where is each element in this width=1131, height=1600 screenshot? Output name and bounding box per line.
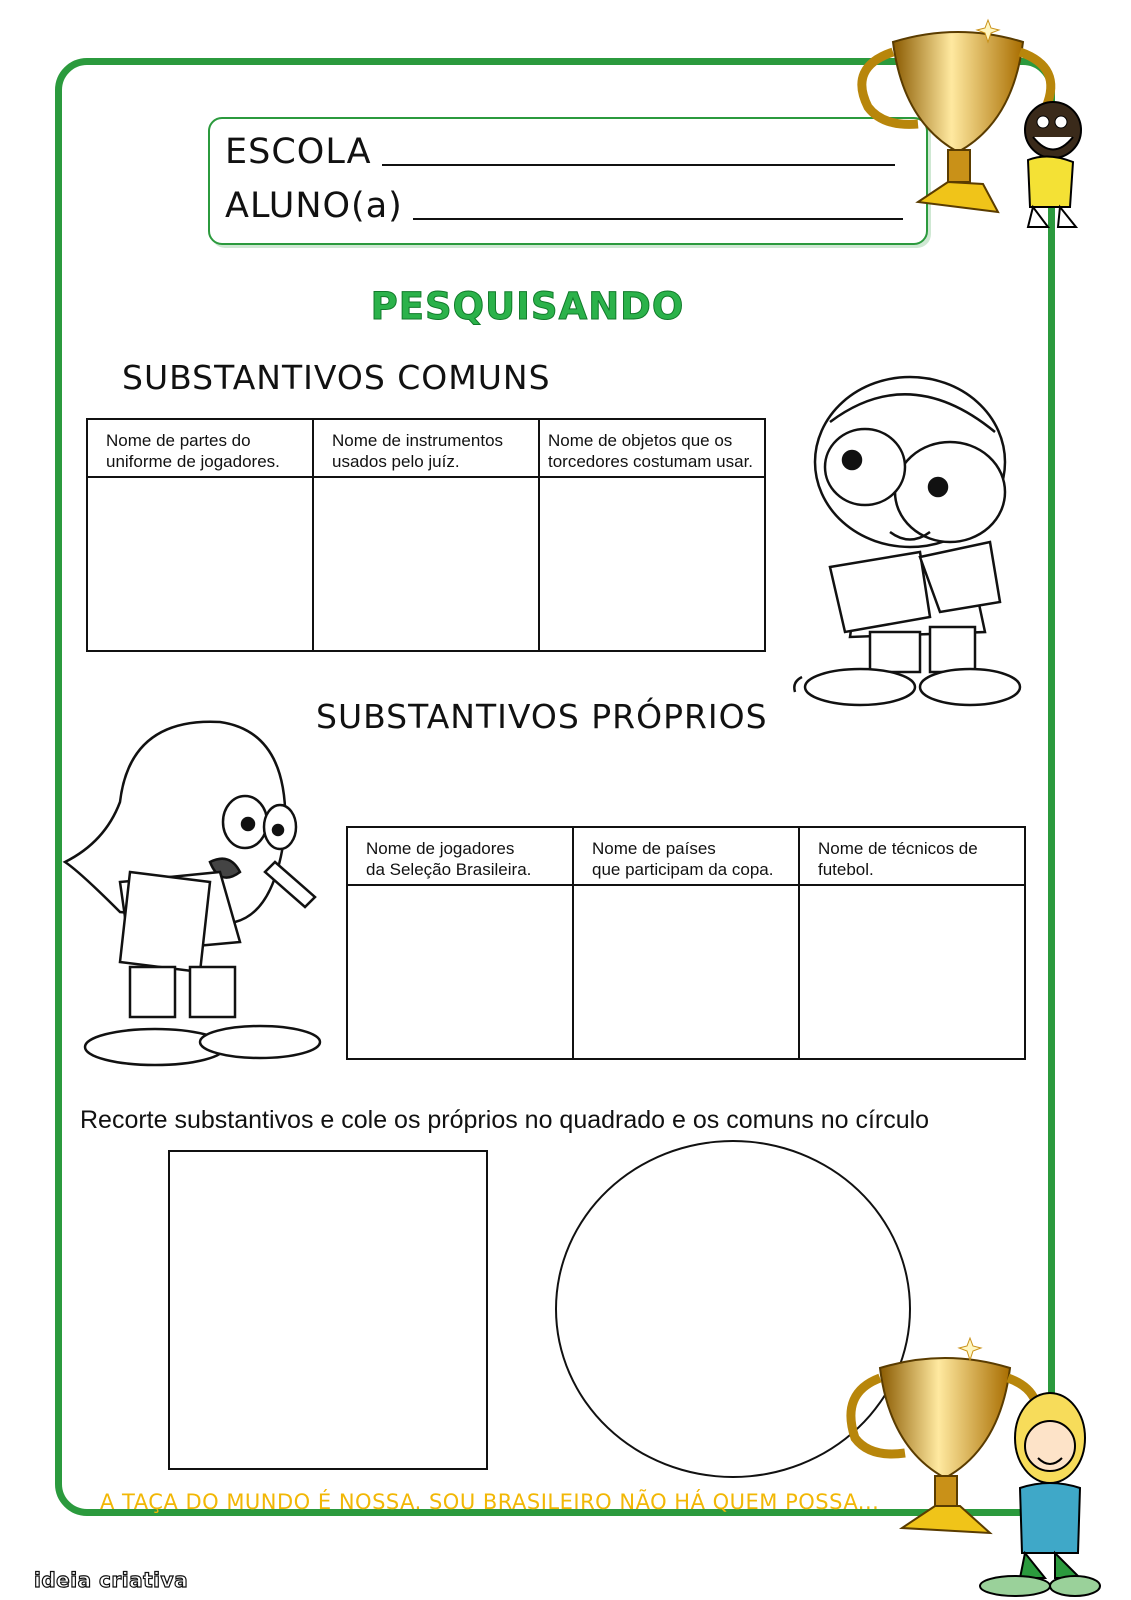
common-nouns-table bbox=[86, 418, 766, 652]
instruction-text: Recorte substantivos e cole os próprios no quadrado e os comuns no círculo bbox=[80, 1106, 930, 1134]
brand-logo: ideia criativa bbox=[34, 1568, 189, 1592]
common-col-header: Nome de instrumentos usados pelo juíz. bbox=[313, 419, 539, 477]
school-write-line[interactable] bbox=[382, 164, 895, 166]
common-col-header: Nome de partes do uniforme de jogadores. bbox=[87, 419, 313, 477]
answer-cell[interactable] bbox=[799, 885, 1025, 1059]
school-label: ESCOLA bbox=[225, 132, 372, 172]
trophy-girl-illustration bbox=[840, 1328, 1100, 1600]
answer-cell[interactable] bbox=[87, 477, 313, 651]
proper-nouns-heading: SUBSTANTIVOS PRÓPRIOS bbox=[316, 697, 768, 736]
page-title: PESQUISANDO bbox=[370, 285, 685, 328]
proper-col-header: Nome de técnicos de futebol. bbox=[799, 827, 1025, 885]
student-write-line[interactable] bbox=[413, 218, 903, 220]
girl-pencil-illustration bbox=[60, 712, 335, 1072]
boy-reading-illustration bbox=[790, 372, 1025, 712]
common-col-header: Nome de objetos que os torcedores costumam usar. bbox=[539, 419, 765, 477]
student-label: ALUNO(a) bbox=[225, 186, 403, 226]
answer-cell[interactable] bbox=[313, 477, 539, 651]
proper-col-header: Nome de jogadores da Seleção Brasileira. bbox=[347, 827, 573, 885]
proper-nouns-table bbox=[346, 826, 1026, 1060]
student-line bbox=[225, 186, 903, 226]
answer-cell[interactable] bbox=[347, 885, 573, 1059]
answer-cell[interactable] bbox=[573, 885, 799, 1059]
footer-slogan: A TAÇA DO MUNDO É NOSSA. SOU BRASILEIRO NÃO HÁ QUEM POSSA... bbox=[100, 1490, 880, 1514]
common-nouns-heading: SUBSTANTIVOS COMUNS bbox=[122, 358, 551, 397]
school-line bbox=[225, 132, 895, 172]
proper-col-header: Nome de países que participam da copa. bbox=[573, 827, 799, 885]
trophy-boy-illustration bbox=[848, 12, 1078, 237]
proper-nouns-square[interactable] bbox=[168, 1150, 488, 1470]
answer-cell[interactable] bbox=[539, 477, 765, 651]
